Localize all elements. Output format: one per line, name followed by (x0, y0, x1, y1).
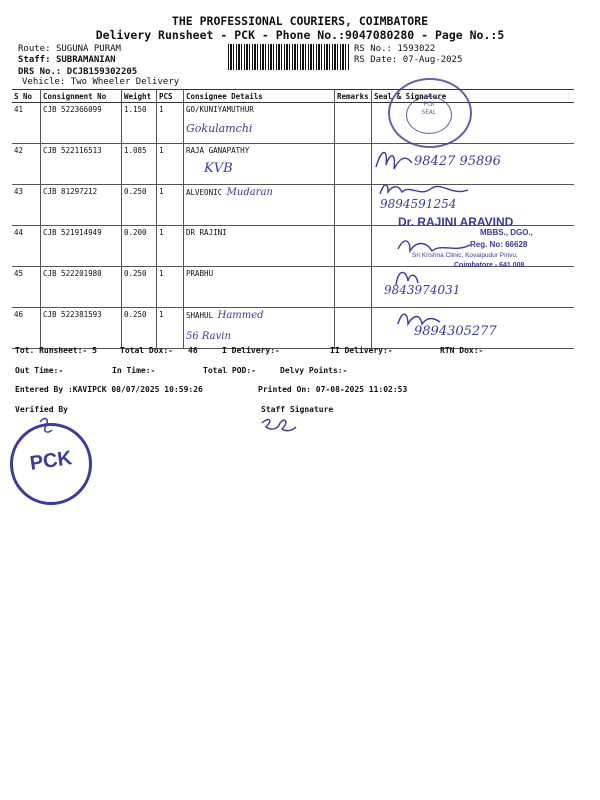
vehicle-value: Two Wheeler Delivery (70, 77, 180, 87)
col-consignee: Consignee Details (184, 90, 335, 103)
cell-consignee: DR RAJINI (184, 226, 335, 267)
table-header-row (12, 90, 574, 103)
cell-remarks (335, 267, 372, 308)
cell-consignee (184, 103, 335, 144)
doctor-stamp-city: Coimbatore - 641 008. (454, 262, 527, 269)
staff-signature-label: Staff Signature (261, 405, 334, 414)
vehicle-label: Vehicle: (22, 77, 66, 87)
consignee-name: ALVEONIC (186, 188, 223, 197)
cell-consignment: CJB 522201980 (41, 267, 122, 308)
cell-pcs: 1 (157, 226, 184, 267)
drs-label: DRS No.: (18, 67, 62, 77)
col-sno: S No (12, 90, 41, 103)
cell-weight: 1.150 (122, 103, 157, 144)
cell-weight: 0.250 (122, 267, 157, 308)
cell-consignment: CJB 522381593 (41, 308, 122, 349)
rtn-dox: RTN Dox:- (440, 346, 484, 355)
consignee-name: RAJA GANAPATHY (186, 146, 250, 155)
cell-consignment: CJB 81297212 (41, 185, 122, 226)
handwritten-note: 56 Ravin (186, 331, 231, 342)
cell-consignee (184, 308, 335, 349)
doctor-stamp-clinic: Sri Krishna Clinic, Kovaipudur Pirivu, (412, 252, 518, 259)
handwritten-receiver: Gokulamchi (186, 122, 253, 135)
handwritten-phone: 9894591254 (380, 197, 457, 211)
ii-delivery: II Delivery:- (330, 346, 393, 355)
runsheet-subtitle: Delivery Runsheet - PCK - Phone No.:9047080280 - Page No.:5 (95, 28, 505, 42)
handwritten-receiver: Hammed (217, 310, 264, 321)
consignee-name: SHAHUL (186, 311, 214, 320)
staff-label: Staff: (18, 55, 51, 65)
table-row (12, 308, 574, 349)
table-row (12, 267, 574, 308)
printed-on: Printed On: 07-08-2025 11:02:53 (258, 385, 408, 394)
route-value: SUGUNA PURAM (55, 44, 121, 54)
company-title: THE PROFESSIONAL COURIERS, COIMBATORE (171, 14, 429, 28)
cell-consignee (184, 144, 335, 185)
vehicle-line (22, 76, 179, 88)
out-time: Out Time:- (15, 366, 64, 375)
handwritten-receiver: KVB (204, 161, 233, 176)
handwritten-phone: 9894305277 (414, 324, 497, 339)
cell-remarks (335, 226, 372, 267)
staff-signature-scribble (258, 415, 298, 439)
verified-by: Verified By (15, 405, 68, 414)
cell-consignee (184, 185, 335, 226)
handwritten-phone: 98427 95896 (414, 154, 501, 169)
cell-weight: 1.085 (122, 144, 157, 185)
cell-sno: 43 (12, 185, 41, 226)
rs-no-value: 1593022 (397, 44, 436, 54)
staff-line (18, 54, 116, 66)
cell-consignment: CJB 521914949 (41, 226, 122, 267)
table-row (12, 144, 574, 185)
cell-weight: 0.250 (122, 308, 157, 349)
signature-scribble-43 (376, 180, 476, 200)
col-weight: Weight (122, 90, 157, 103)
cell-pcs: 1 (157, 267, 184, 308)
cell-remarks (335, 103, 372, 144)
cell-sno: 45 (12, 267, 41, 308)
cell-sno: 41 (12, 103, 41, 144)
total-dox-value: 46 (188, 346, 198, 355)
handwritten-phone: 9843974031 (384, 283, 461, 297)
i-delivery: I Delivery:- (222, 346, 280, 355)
total-dox-label: Total Dox:- (120, 346, 173, 355)
delvy-points: Delvy Points:- (280, 366, 348, 375)
cell-sno: 44 (12, 226, 41, 267)
barcode (228, 44, 350, 70)
total-pod: Total POD:- (203, 366, 256, 375)
cell-pcs: 1 (157, 144, 184, 185)
pck-stamp-text: PCK (28, 447, 74, 475)
cell-pcs: 1 (157, 103, 184, 144)
cell-consignment: CJB 522366099 (41, 103, 122, 144)
company-seal-inner: PCK SEAL (406, 96, 452, 134)
entered-by: Entered By :KAVIPCK 08/07/2025 10:59:26 (15, 385, 203, 394)
cell-pcs: 1 (157, 308, 184, 349)
drs-value: DCJB159302205 (66, 67, 138, 77)
table-row (12, 103, 574, 144)
cell-consignee: PRABHU (184, 267, 335, 308)
signature-scribble-44 (396, 235, 476, 259)
signature-scribble-46 (394, 306, 444, 332)
doctor-stamp-degree: MBBS., DGO., (480, 228, 533, 237)
handwritten-receiver: Mudaran (226, 187, 273, 198)
cell-consignment: CJB 522116513 (41, 144, 122, 185)
rs-no-label: RS No.: (354, 44, 392, 54)
rs-date-label: RS Date: (354, 55, 398, 65)
rs-date-value: 07-Aug-2025 (402, 55, 463, 65)
staff-value: SUBRAMANIAN (55, 55, 116, 65)
cell-sno: 46 (12, 308, 41, 349)
doctor-stamp-name: Dr. RAJINI ARAVIND (398, 215, 514, 229)
cell-weight: 0.250 (122, 185, 157, 226)
cell-pcs: 1 (157, 185, 184, 226)
col-consignment: Consignment No (41, 90, 122, 103)
col-remarks: Remarks (335, 90, 372, 103)
doctor-stamp-reg: Reg. No: 66628 (470, 240, 528, 249)
cell-remarks (335, 185, 372, 226)
signature-scribble-42 (372, 143, 422, 175)
route-label: Route: (18, 44, 51, 54)
cell-sno: 42 (12, 144, 41, 185)
signature-scribble-45 (392, 265, 422, 291)
in-time: In Time:- (112, 366, 156, 375)
cell-remarks (335, 144, 372, 185)
col-pcs: PCS (157, 90, 184, 103)
rs-date-line (354, 54, 462, 66)
cell-remarks (335, 308, 372, 349)
col-signature: Seal & Signature (372, 90, 575, 103)
consignee-name: GO/KUNIYAMUTHUR (186, 105, 254, 114)
cell-weight: 0.200 (122, 226, 157, 267)
total-runsheet: Tot. Runsheet:- 5 (15, 346, 97, 355)
